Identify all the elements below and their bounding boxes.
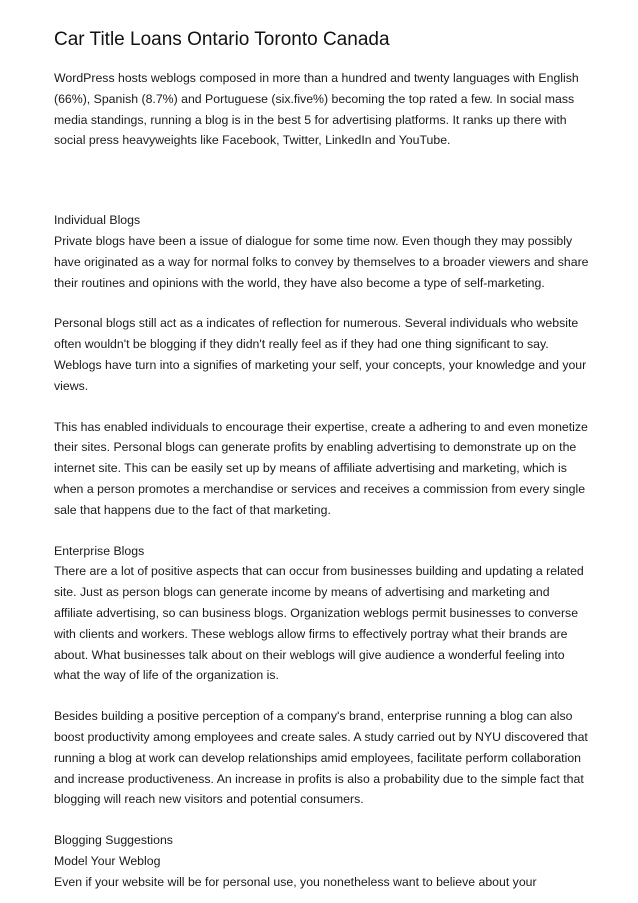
section-blogging-suggestions <box>54 830 589 892</box>
section-spacer <box>54 151 589 210</box>
section-spacer <box>54 810 589 830</box>
document-page <box>54 28 589 893</box>
section-heading: Enterprise Blogs <box>54 543 145 558</box>
paragraph: This has enabled individuals to encourage their expertise, create a adhering to and even monetize their sites. Personal blogs can generate profits by enabling advertising to demonstrate up on the internet site. This can be easily set up by means of affiliate advertising and marketing, which is when a person promotes a merchandise or services and receives a commission from every single sale that happens due to the fact of that marketing. <box>54 419 588 517</box>
paragraph-spacer <box>54 397 589 417</box>
page-title: Car Title Loans Ontario Toronto Canada <box>54 29 390 50</box>
paragraph-spacer <box>54 293 589 313</box>
subsection-heading: Model Your Weblog <box>54 853 161 868</box>
section-spacer <box>54 521 589 541</box>
section-heading: Individual Blogs <box>54 213 141 228</box>
intro-paragraph: WordPress hosts weblogs composed in more than a hundred and twenty languages with English (66%), Spanish (8.7%) and Portuguese (six.five%) becoming the top rated a few. In social mass media standings, running a blog is in the best 5 for advertising platforms. It ranks up there with social press heavyweights like Facebook, Twitter, LinkedIn and YouTube. <box>54 71 579 148</box>
section-heading: Blogging Suggestions <box>54 833 173 848</box>
paragraph: Even if your website will be for personal use, you nonetheless want to believe about your <box>54 874 537 889</box>
paragraph: Besides building a positive perception of a company's brand, enterprise running a blog can also boost productivity among employees and create sales. A study carried out by NYU discovered that running a blog at work can develop relationships amid employees, facilitate perform collaboration and increase productiveness. An increase in profits is also a probability due to the simple fact that blogging will reach new visitors and potential consumers. <box>54 709 588 807</box>
paragraph: There are a lot of positive aspects that can occur from businesses building and updating a related site. Just as person blogs can generate income by means of advertising and marketing and affiliate advertising, so can business blogs. Organization weblogs permit businesses to converse with clients and workers. These weblogs allow firms to effectively portray what their brands are about. What businesses talk about on their weblogs will give audience a wonderful feeling into what the way of life of the organization is. <box>54 564 584 683</box>
section-individual-blogs <box>54 210 589 520</box>
paragraph-spacer <box>54 686 589 706</box>
paragraph: Personal blogs still act as a indicates of reflection for numerous. Several individuals who website often wouldn't be blogging if they didn't really feel as if they had one thing significant to say. Weblogs have turn into a signifies of marketing your self, your concepts, your knowledge and your views. <box>54 316 587 393</box>
section-enterprise-blogs <box>54 541 589 811</box>
paragraph: Private blogs have been a issue of dialogue for some time now. Even though they may possibly have originated as a way for normal folks to convey by themselves to a broader viewers and share their routines and opinions with the world, they have also become a type of self-marketing. <box>54 233 589 290</box>
